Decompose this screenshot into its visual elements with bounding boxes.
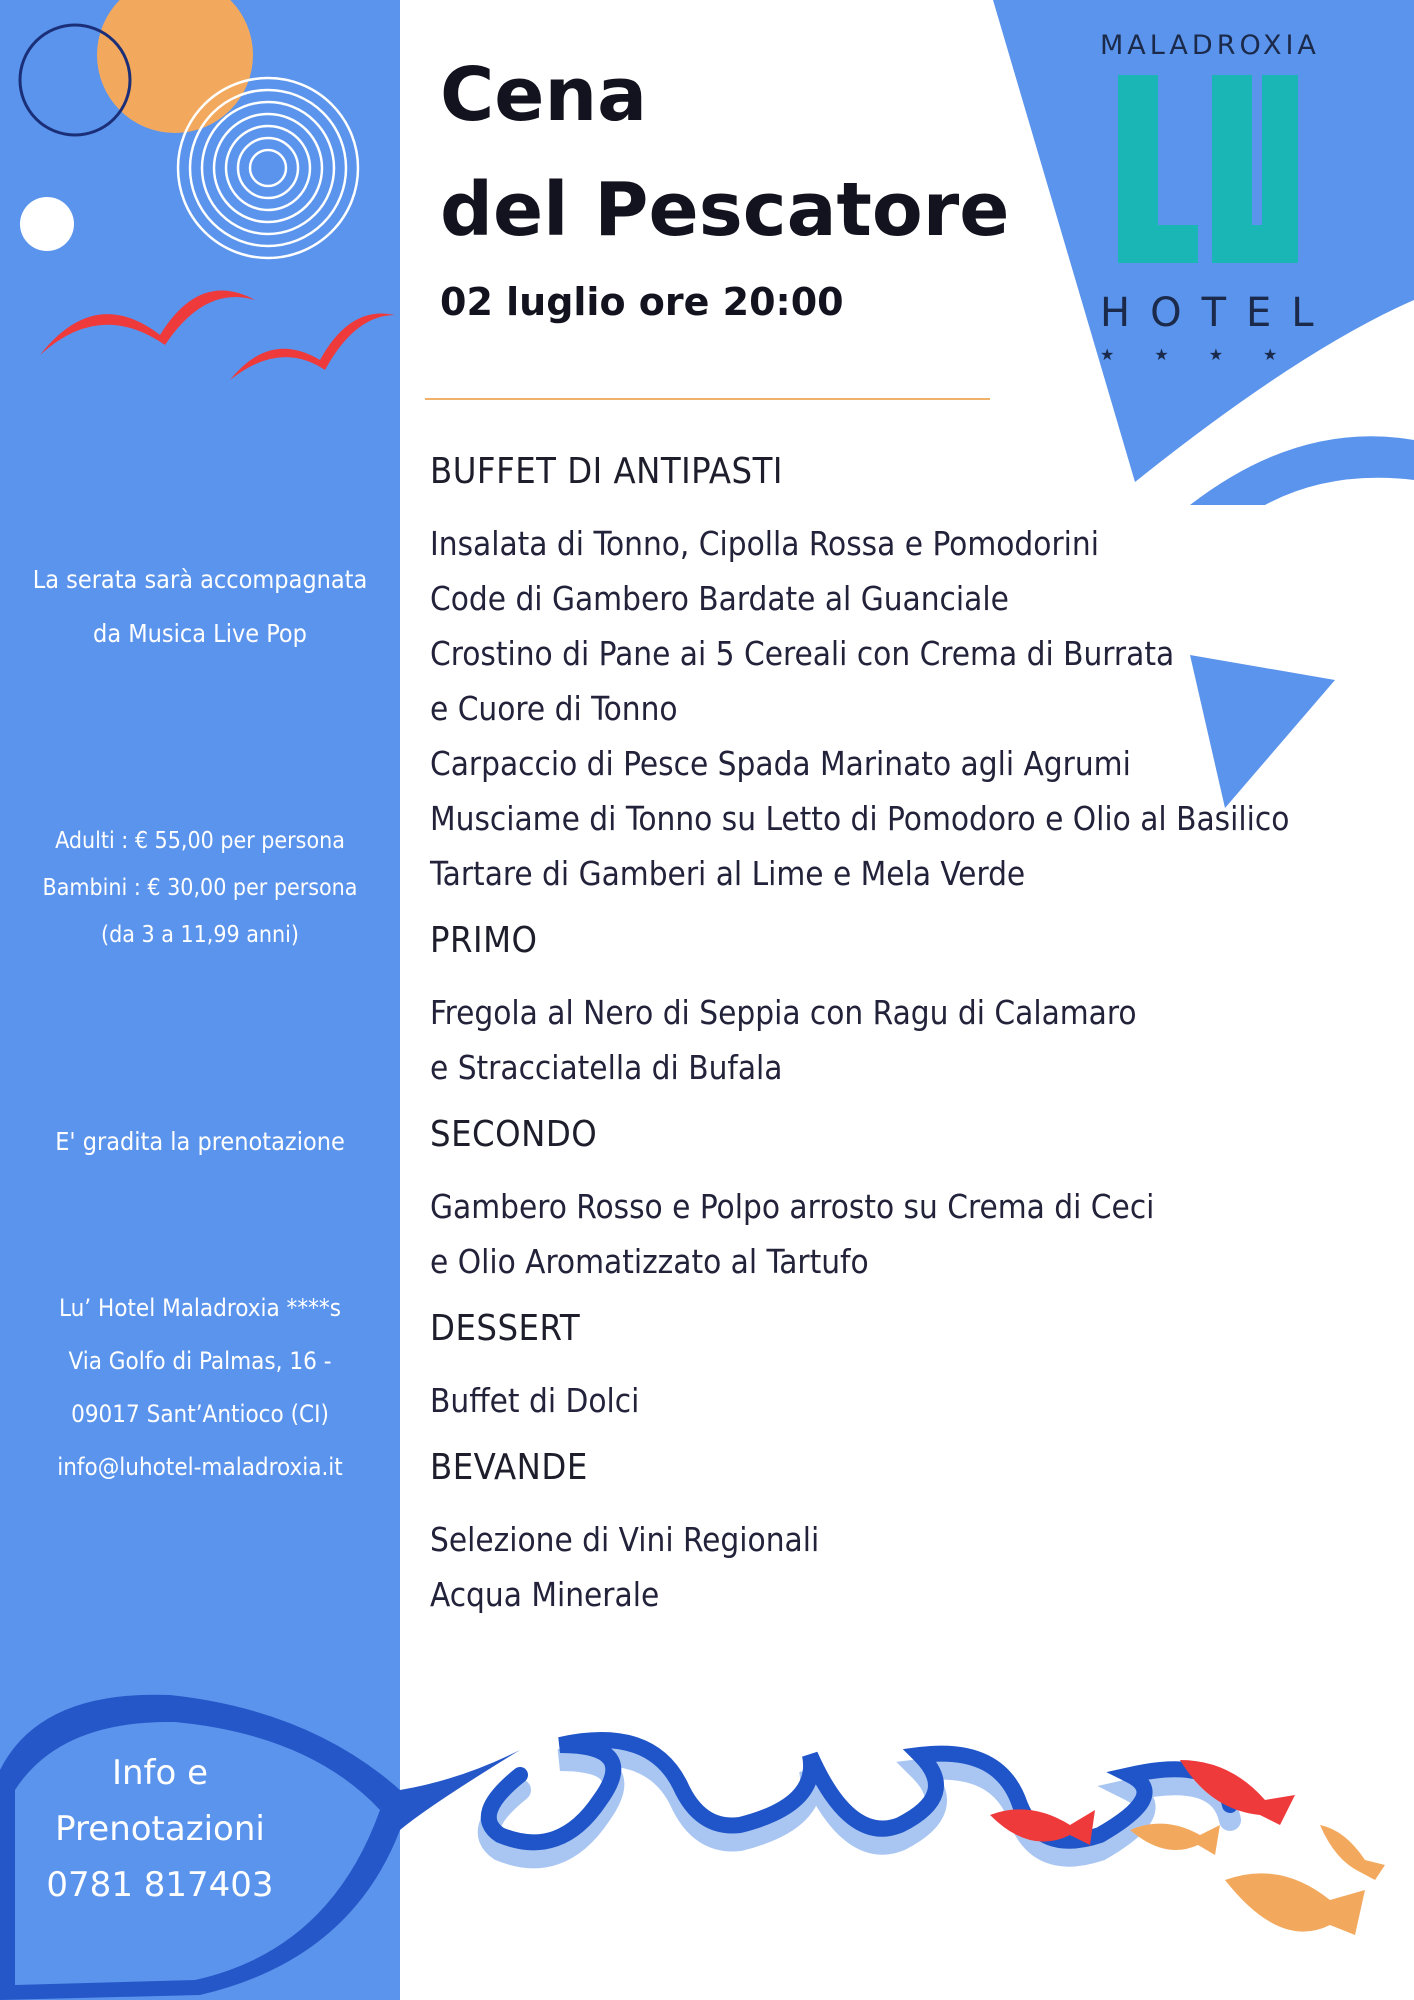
menu-item: e Cuore di Tonno	[430, 689, 678, 728]
music-note: La serata sarà accompagnata da Musica Live Pop	[32, 565, 368, 648]
menu-item: Musciame di Tonno su Letto di Pomodoro e Olio al Basilico	[430, 799, 1290, 838]
info-line1: Info e	[111, 1753, 209, 1793]
menu-section	[430, 450, 1330, 901]
menu-item: Insalata di Tonno, Cipolla Rossa e Pomodorini	[430, 524, 1099, 563]
seagull-icon	[40, 291, 255, 355]
email-link[interactable]: info@luhotel-maladroxia.it	[57, 1453, 343, 1481]
menu-section-title: PRIMO	[430, 920, 538, 961]
logo-hotel-text: HOTEL	[1100, 290, 1334, 336]
menu-section-title: BUFFET DI ANTIPASTI	[430, 451, 783, 492]
hotel-logo	[1100, 20, 1334, 364]
menu-section	[430, 1446, 1330, 1622]
hotel-contact	[0, 1282, 400, 1494]
white-dot	[20, 197, 74, 251]
menu	[430, 450, 1330, 1640]
phone-number[interactable]: 0781 817403	[46, 1865, 274, 1905]
menu-item: Selezione di Vini Regionali	[430, 1520, 820, 1559]
price-children-note: (da 3 a 11,99 anni)	[101, 922, 299, 948]
address-line2: 09017 Sant’Antioco (CI)	[71, 1400, 329, 1428]
info-line2: Prenotazioni	[55, 1809, 265, 1849]
logo-mark-icon	[1100, 75, 1310, 275]
event-title-line1: Cena	[440, 52, 648, 138]
menu-section-title: BEVANDE	[430, 1447, 588, 1488]
menu-item: Code di Gambero Bardate al Guanciale	[430, 579, 1009, 618]
menu-section	[430, 1307, 1330, 1428]
price-children: Bambini : € 30,00 per persona	[42, 875, 358, 901]
event-title-line2: del Pescatore	[440, 167, 1010, 253]
menu-section-title: SECONDO	[430, 1114, 598, 1155]
booking-note: E' gradita la prenotazione	[55, 1127, 345, 1156]
divider	[425, 398, 990, 400]
waves-icon	[489, 1740, 1230, 1857]
info-booking	[0, 1745, 320, 1913]
menu-item: Tartare di Gamberi al Lime e Mela Verde	[430, 854, 1026, 893]
menu-item: e Olio Aromatizzato al Tartufo	[430, 1242, 869, 1281]
menu-item: Carpaccio di Pesce Spada Marinato agli Agrumi	[430, 744, 1131, 783]
logo-stars: ★★★★	[1100, 345, 1318, 364]
event-title	[440, 38, 1009, 268]
hotel-name: Lu’ Hotel Maladroxia ****s	[59, 1294, 341, 1322]
price-info	[0, 818, 400, 959]
logo-brand: MALADROXIA	[1100, 30, 1320, 61]
menu-item: e Stracciatella di Bufala	[430, 1048, 783, 1087]
event-date: 02 luglio ore 20:00	[440, 280, 844, 324]
menu-section	[430, 919, 1330, 1095]
menu-item: Gambero Rosso e Polpo arrosto su Crema di Ceci	[430, 1187, 1155, 1226]
seagull-icon	[230, 313, 395, 380]
menu-item: Buffet di Dolci	[430, 1381, 640, 1420]
menu-section-title: DESSERT	[430, 1308, 581, 1349]
menu-item: Fregola al Nero di Seppia con Ragu di Calamaro	[430, 993, 1137, 1032]
price-adults: Adulti : € 55,00 per persona	[55, 828, 345, 854]
menu-item: Acqua Minerale	[430, 1575, 660, 1614]
address-line1: Via Golfo di Palmas, 16 -	[68, 1347, 332, 1375]
spiral-icon	[178, 78, 358, 258]
menu-item: Crostino di Pane ai 5 Cereali con Crema di Burrata	[430, 634, 1175, 673]
menu-section	[430, 1113, 1330, 1289]
